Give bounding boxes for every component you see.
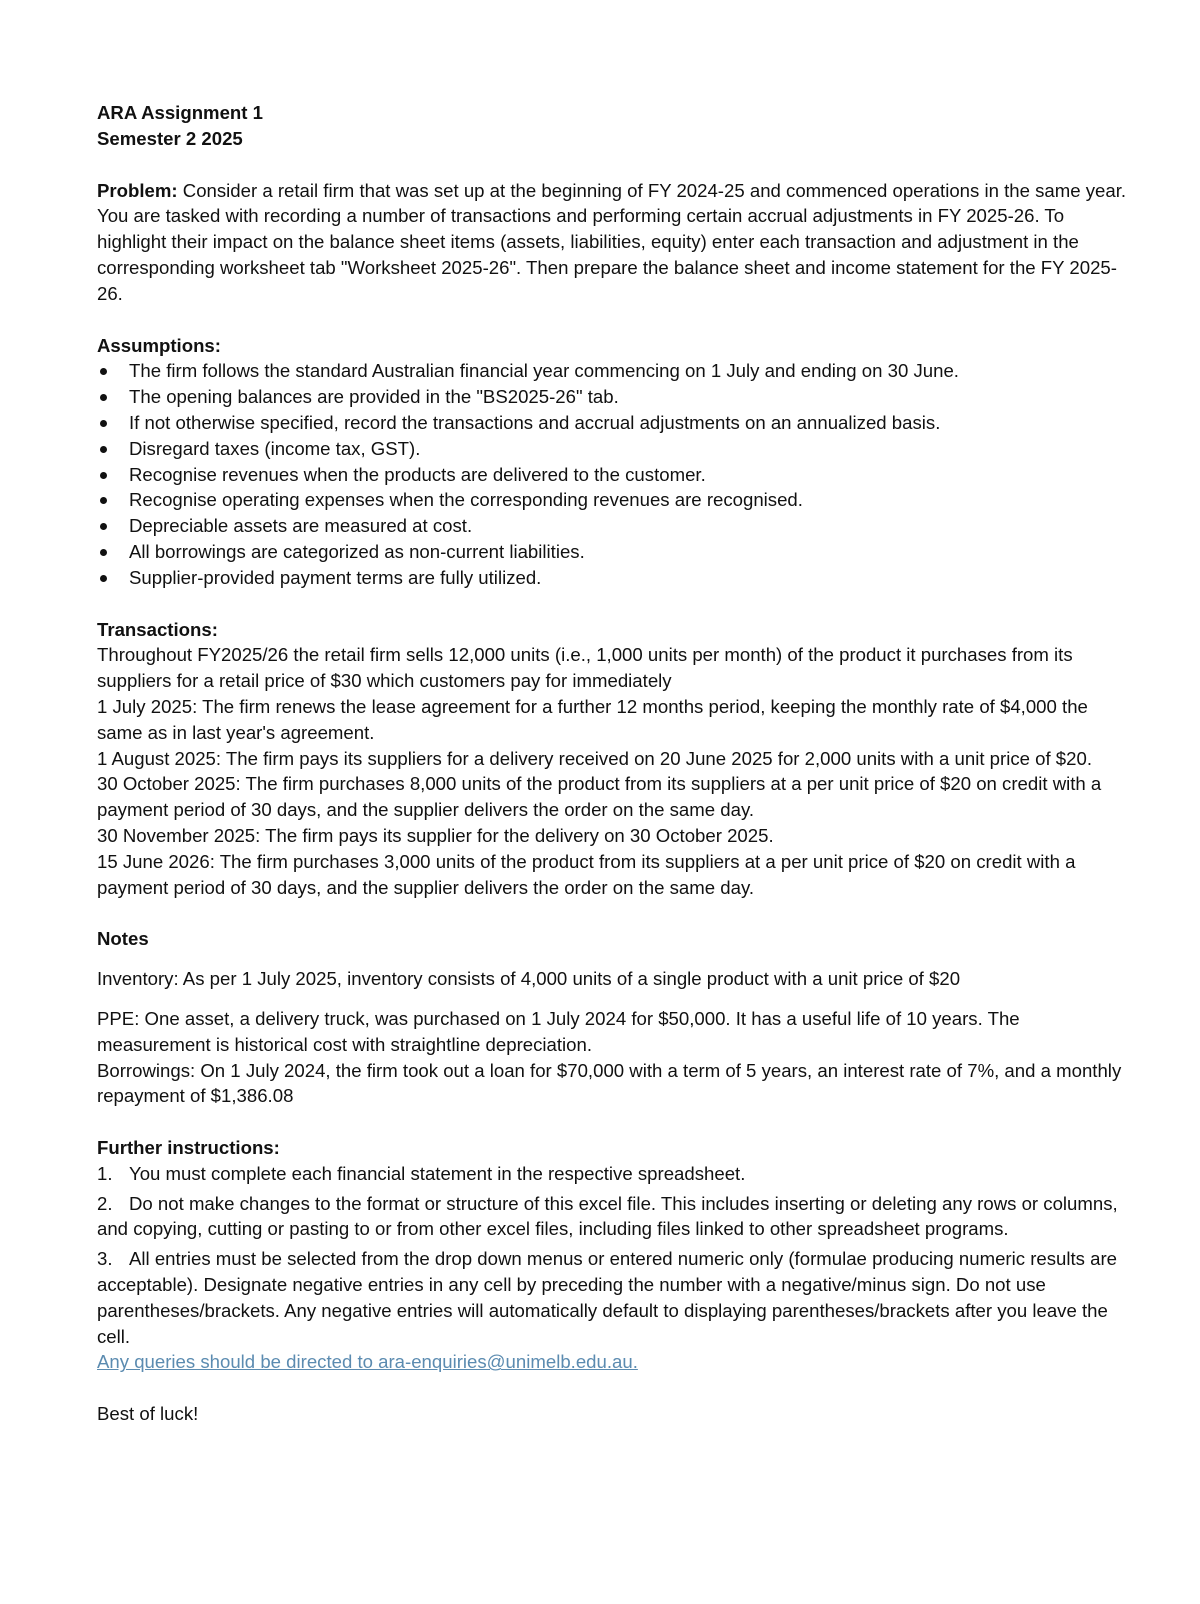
- assumptions-list: [97, 358, 1127, 590]
- instruction-item: [97, 1246, 1127, 1349]
- transactions-heading: Transactions:: [97, 618, 218, 640]
- assumption-item: The firm follows the standard Australian financial year commencing on 1 July and ending on 30 June.: [97, 358, 1127, 384]
- instruction-number: 1.: [97, 1162, 113, 1184]
- enquiries-paragraph: [97, 1349, 1127, 1375]
- assumption-item: Depreciable assets are measured at cost.: [97, 513, 1127, 539]
- note-inventory: Inventory: As per 1 July 2025, inventory consists of 4,000 units of a single product with a unit price of $20: [97, 968, 961, 990]
- instruction-text: All entries must be selected from the drop down menus or entered numeric only (formulae producing numeric results are acceptable). Designate negative entries in any cell by preceding the number with a negative/minus sign. Do not use parentheses/brackets. Any negative entries will automatically default to displaying parentheses/brackets after you leave the cell.: [97, 1248, 1118, 1347]
- note-ppe: PPE: One asset, a delivery truck, was purchased on 1 July 2024 for $50,000. It has a useful life of 10 years. The measurement is historical cost with straightline depreciation.: [97, 1007, 1020, 1055]
- assumption-item: All borrowings are categorized as non-current liabilities.: [97, 539, 1127, 565]
- instruction-item: [97, 1191, 1127, 1243]
- assumption-item: Supplier-provided payment terms are fully utilized.: [97, 565, 1127, 591]
- instruction-text: You must complete each financial statement in the respective spreadsheet.: [129, 1162, 746, 1184]
- further-instructions-list: [97, 1161, 1127, 1350]
- problem-paragraph: [97, 178, 1127, 307]
- enquiries-email-link[interactable]: Any queries should be directed to ara-enquiries@unimelb.edu.au.: [97, 1351, 638, 1373]
- instruction-number: 2.: [97, 1192, 113, 1214]
- instruction-text: Do not make changes to the format or structure of this excel file. This includes inserting or deleting any rows or columns, and copying, cutting or pasting to or from other excel files, including files linked to other spreadsheet programs.: [97, 1192, 1118, 1240]
- notes-heading: Notes: [97, 928, 149, 950]
- assumption-item: Recognise revenues when the products are delivered to the customer.: [97, 462, 1127, 488]
- problem-text: Consider a retail firm that was set up at the beginning of FY 2024-25 and commenced operations in the same year. You are tasked with recording a number of transactions and performing certain accrual adjustments in FY 2025-26. To highlight their impact on the balance sheet items (assets, liabilities, equity) enter each transaction and adjustment in the corresponding worksheet tab "Worksheet 2025-26". Then prepare the balance sheet and income statement for the FY 2025-26.: [97, 179, 1127, 304]
- problem-label: Problem:: [97, 179, 178, 201]
- further-instructions-heading: Further instructions:: [97, 1137, 280, 1159]
- instruction-number: 3.: [97, 1248, 113, 1270]
- transaction-item: 30 October 2025: The firm purchases 8,000 units of the product from its suppliers at a per unit price of $20 on credit with a payment period of 30 days, and the supplier delivers the order on the same day.: [97, 773, 1102, 821]
- transaction-item: 1 August 2025: The firm pays its suppliers for a delivery received on 20 June 2025 for 2,000 units with a unit price of $20.: [97, 747, 1093, 769]
- semester-label: Semester 2 2025: [97, 127, 243, 149]
- assumption-item: Recognise operating expenses when the corresponding revenues are recognised.: [97, 487, 1127, 513]
- assumption-item: The opening balances are provided in the "BS2025-26" tab.: [97, 384, 1127, 410]
- instruction-item: [97, 1161, 1127, 1187]
- transaction-item: 30 November 2025: The firm pays its supplier for the delivery on 30 October 2025.: [97, 824, 774, 846]
- assumption-item: If not otherwise specified, record the transactions and accrual adjustments on an annualized basis.: [97, 410, 1127, 436]
- document-title: ARA Assignment 1: [97, 102, 263, 123]
- assumption-item: Disregard taxes (income tax, GST).: [97, 436, 1127, 462]
- note-borrowings: Borrowings: On 1 July 2024, the firm took out a loan for $70,000 with a term of 5 years, an interest rate of 7%, and a monthly repayment of $1,386.08: [97, 1059, 1122, 1107]
- transaction-item: 15 June 2026: The firm purchases 3,000 units of the product from its suppliers at a per unit price of $20 on credit with a payment period of 30 days, and the supplier delivers the order on the same day.: [97, 850, 1076, 898]
- closing-line: Best of luck!: [97, 1403, 199, 1425]
- assumptions-heading: Assumptions:: [97, 334, 221, 356]
- document-body: [97, 100, 1127, 1427]
- transaction-item: Throughout FY2025/26 the retail firm sells 12,000 units (i.e., 1,000 units per month) of the product it purchases from its suppliers for a retail price of $30 which customers pay for immediately: [97, 644, 1073, 692]
- transaction-item: 1 July 2025: The firm renews the lease agreement for a further 12 months period, keeping the monthly rate of $4,000 the same as in last year's agreement.: [97, 695, 1088, 743]
